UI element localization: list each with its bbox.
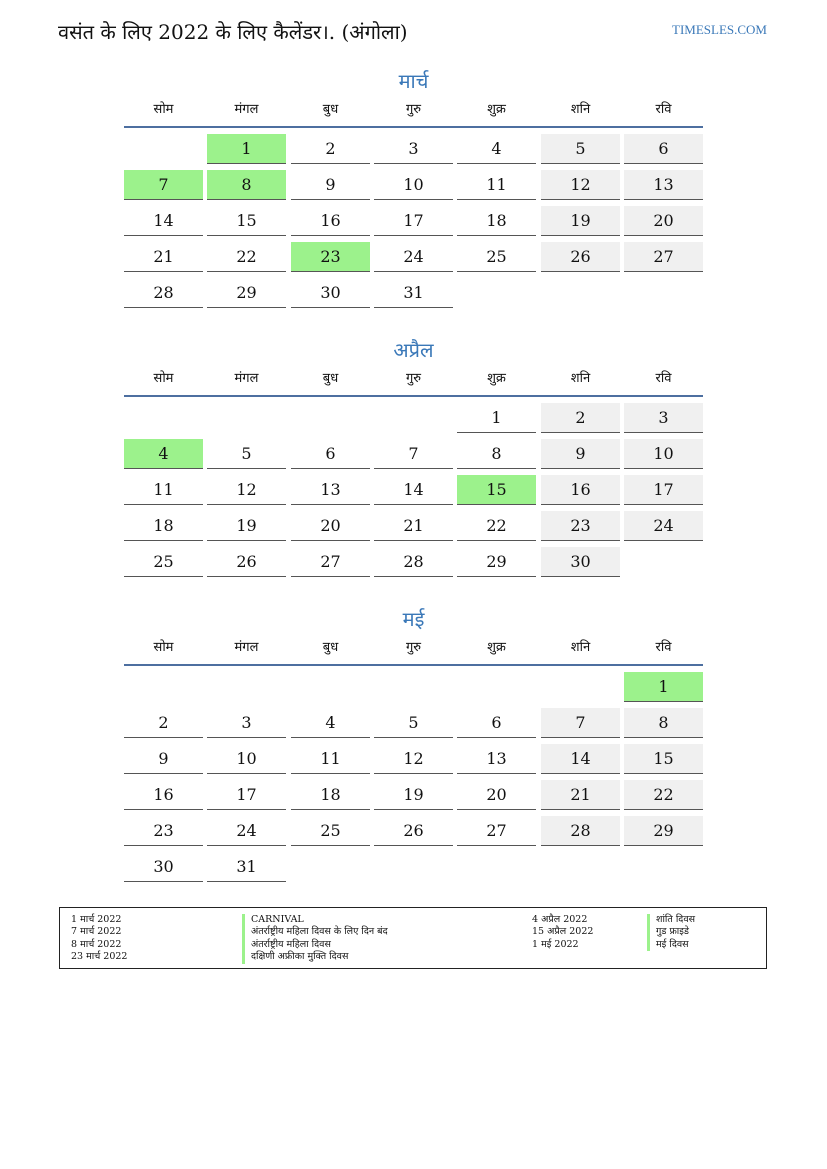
day-cell[interactable]: 1 [624,672,703,702]
day-cell[interactable]: 14 [374,475,453,505]
page-title: वसंत के लिए 2022 के लिए कैलेंडर।. (अंगोला) [58,20,408,44]
day-cell[interactable]: 20 [457,780,536,810]
day-cell[interactable]: 3 [374,134,453,164]
day-cell[interactable]: 16 [541,475,620,505]
legend-holiday-name: अंतर्राष्ट्रीय महिला दिवस के लिए दिन बंद [242,926,388,938]
day-cell[interactable]: 3 [624,403,703,433]
legend-holiday-name: गुड फ्राइडे [647,926,695,938]
day-cell[interactable]: 22 [457,511,536,541]
day-cell[interactable]: 29 [457,547,536,577]
legend-date: 4 अप्रैल 2022 [532,914,588,925]
day-cell[interactable]: 5 [541,134,620,164]
day-cell[interactable]: 1 [457,403,536,433]
day-cell[interactable]: 6 [457,708,536,738]
weekday-label: रवि [655,102,672,117]
weekday-label: बुध [322,102,339,117]
day-cell[interactable]: 2 [291,134,370,164]
day-cell[interactable]: 18 [124,511,203,541]
weekday-label: बुध [322,371,339,386]
day-cell[interactable]: 9 [291,170,370,200]
weekday-label: बुध [322,640,339,655]
month-calendar [124,335,703,571]
day-cell[interactable]: 10 [207,744,286,774]
day-cell[interactable]: 27 [624,242,703,272]
site-link[interactable]: TIMESLES.COM [672,22,767,37]
legend-holiday-name: दक्षिणी अफ्रीका मुक्ति दिवस [242,951,388,963]
day-cell[interactable]: 29 [207,278,286,308]
month-calendar [124,66,703,302]
day-cell[interactable]: 28 [541,816,620,846]
day-cell[interactable]: 8 [207,170,286,200]
day-cell[interactable]: 23 [541,511,620,541]
header-divider [124,395,703,397]
day-cell[interactable]: 28 [374,547,453,577]
weekday-label: मंगल [234,102,259,117]
weekday-label: शुक्र [487,102,506,117]
header-divider [124,126,703,128]
day-cell[interactable]: 17 [624,475,703,505]
day-cell[interactable]: 2 [541,403,620,433]
day-cell[interactable]: 25 [124,547,203,577]
weekday-label: शुक्र [487,371,506,386]
day-cell[interactable]: 22 [624,780,703,810]
day-cell[interactable]: 18 [291,780,370,810]
day-cell[interactable]: 20 [291,511,370,541]
day-cell[interactable]: 11 [457,170,536,200]
day-cell[interactable]: 21 [541,780,620,810]
day-cell[interactable]: 26 [541,242,620,272]
day-cell[interactable]: 30 [124,852,203,882]
day-cell[interactable]: 30 [541,547,620,577]
day-cell[interactable]: 27 [457,816,536,846]
day-cell[interactable]: 5 [207,439,286,469]
weekday-label: सोम [153,371,174,386]
day-cell[interactable]: 8 [624,708,703,738]
day-cell[interactable]: 19 [541,206,620,236]
day-cell[interactable]: 4 [124,439,203,469]
day-cell[interactable]: 4 [457,134,536,164]
day-cell[interactable]: 15 [457,475,536,505]
day-cell[interactable]: 30 [291,278,370,308]
day-cell[interactable]: 12 [207,475,286,505]
day-cell[interactable]: 2 [124,708,203,738]
header-divider [124,664,703,666]
day-cell[interactable]: 10 [374,170,453,200]
weekday-label: शनि [570,371,591,386]
day-cell[interactable]: 19 [207,511,286,541]
weekday-label: रवि [655,640,672,655]
day-cell[interactable]: 26 [374,816,453,846]
day-cell[interactable]: 9 [541,439,620,469]
month-title: मई [402,607,425,631]
day-cell[interactable]: 20 [624,206,703,236]
weekday-label: मंगल [234,640,259,655]
day-cell[interactable]: 21 [124,242,203,272]
weekday-header [124,365,703,397]
day-cell[interactable]: 13 [457,744,536,774]
day-cell[interactable]: 17 [207,780,286,810]
day-cell[interactable]: 12 [541,170,620,200]
weekday-header [124,634,703,666]
day-cell[interactable]: 10 [624,439,703,469]
legend-holiday-name: अंतर्राष्ट्रीय महिला दिवस [242,939,388,951]
legend-holiday-name: CARNIVAL [242,914,388,926]
day-cell[interactable]: 3 [207,708,286,738]
day-cell[interactable]: 7 [374,439,453,469]
weekday-header [124,96,703,128]
weekday-label: सोम [153,102,174,117]
weekday-label: शनि [570,640,591,655]
day-cell[interactable]: 9 [124,744,203,774]
day-cell[interactable]: 11 [124,475,203,505]
weekday-label: गुरु [405,102,422,117]
day-cell[interactable]: 15 [207,206,286,236]
day-cell[interactable]: 31 [207,852,286,882]
day-cell[interactable]: 24 [374,242,453,272]
legend-date: 1 मई 2022 [532,938,579,950]
day-cell[interactable]: 12 [374,744,453,774]
day-cell[interactable]: 16 [124,780,203,810]
legend-date: 23 मार्च 2022 [71,951,128,963]
day-cell[interactable]: 6 [624,134,703,164]
day-cell[interactable]: 5 [374,708,453,738]
day-cell[interactable]: 23 [291,242,370,272]
weekday-label: मंगल [234,371,259,386]
day-cell[interactable]: 1 [207,134,286,164]
day-cell[interactable]: 22 [207,242,286,272]
day-cell[interactable]: 21 [374,511,453,541]
day-cell[interactable]: 14 [124,206,203,236]
day-cell[interactable]: 14 [541,744,620,774]
day-cell[interactable]: 27 [291,547,370,577]
day-cell[interactable]: 26 [207,547,286,577]
legend-date: 7 मार्च 2022 [71,926,122,938]
weekday-label: शनि [570,102,591,117]
legend-holiday-name: मई दिवस [647,939,695,951]
day-cell[interactable]: 29 [624,816,703,846]
day-cell[interactable]: 18 [457,206,536,236]
day-cell[interactable]: 16 [291,206,370,236]
legend-holiday-name: शांति दिवस [647,914,695,926]
day-cell[interactable]: 17 [374,206,453,236]
weekday-label: शुक्र [487,640,506,655]
day-cell[interactable]: 28 [124,278,203,308]
month-title: मार्च [398,69,429,93]
holiday-legend [59,907,767,969]
day-cell[interactable]: 4 [291,708,370,738]
weekday-label: सोम [153,640,174,655]
day-cell[interactable]: 6 [291,439,370,469]
day-cell[interactable]: 19 [374,780,453,810]
legend-date: 1 मार्च 2022 [71,914,122,925]
weekday-label: गुरु [405,640,422,655]
day-cell[interactable]: 23 [124,816,203,846]
month-calendar [124,604,703,876]
day-cell[interactable]: 24 [624,511,703,541]
legend-date: 8 मार्च 2022 [71,938,122,950]
day-cell[interactable]: 7 [124,170,203,200]
day-cell[interactable]: 11 [291,744,370,774]
month-title: अप्रैल [393,338,434,362]
day-cell[interactable]: 7 [541,708,620,738]
day-cell[interactable]: 24 [207,816,286,846]
day-cell[interactable]: 15 [624,744,703,774]
day-cell[interactable]: 25 [291,816,370,846]
weekday-label: गुरु [405,371,422,386]
day-cell[interactable]: 8 [457,439,536,469]
legend-date: 15 अप्रैल 2022 [532,926,594,938]
day-cell[interactable]: 13 [624,170,703,200]
day-cell[interactable]: 25 [457,242,536,272]
weekday-label: रवि [655,371,672,386]
day-cell[interactable]: 13 [291,475,370,505]
day-cell[interactable]: 31 [374,278,453,308]
